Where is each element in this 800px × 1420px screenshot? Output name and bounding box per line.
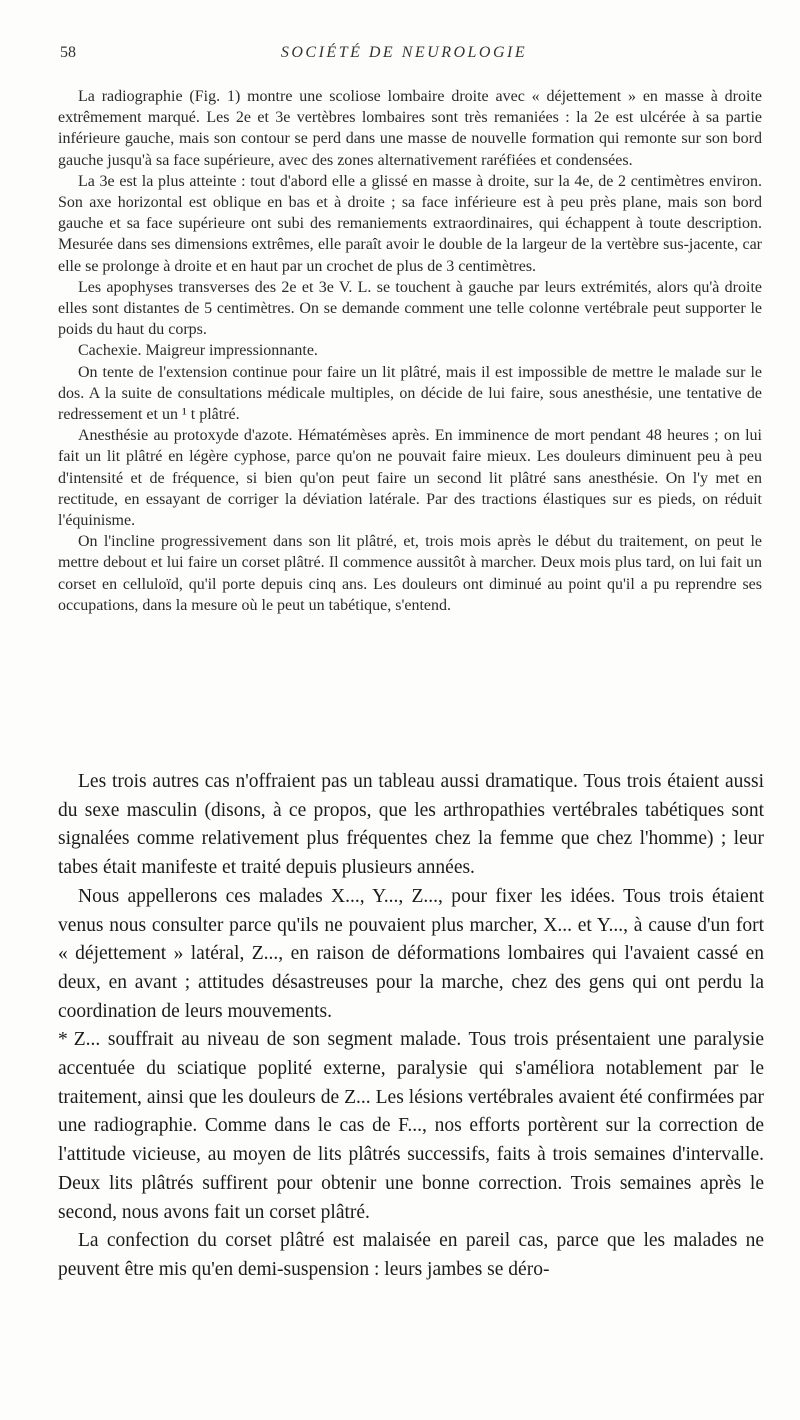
paragraph: On tente de l'extension continue pour faire un lit plâtré, mais il est impossible de mettre le malade sur le dos. A la suite de consultations médicale multiples, on décide de lui faire, sous anesthésie, une tentative de redressement et un ¹ t plâtré. (58, 363, 762, 424)
paragraph: Les apophyses transverses des 2e et 3e V. L. se touchent à gauche par leurs extrémités, alors qu'à droite elles sont distantes de 5 centimètres. On se demande comment une telle colonne vertébrale peut supporter le poids du haut du corps. (58, 278, 762, 339)
margin-mark: * (58, 1029, 68, 1051)
paragraph: Les trois autres cas n'offraient pas un tableau aussi dramatique. Tous trois étaient aussi du sexe masculin (disons, à ce propos, que les arthropathies vertébrales tabétiques sont signalées comme relativement plus fréquentes chez la femme que chez l'homme) ; leur tabes était manifeste et traité depuis plusieurs années. (58, 771, 764, 879)
paragraph: La 3e est la plus atteinte : tout d'abord elle a glissé en masse à droite, sur la 4e, de 2 centimètres environ. Son axe horizontal est oblique en bas et à droite ; sa face inférieure est à peu près plane, mais son bord gauche et sa face supérieure ont subi des remaniements extraordinaires, qui échappent à toute description. Mesurée dans ses dimensions extrêmes, elle paraît avoir le double de la largeur de la vertèbre sus-jacente, car elle se prolonge à droite et en haut par un crochet de plus de 3 centimètres. (58, 172, 762, 275)
paragraph: Nous appellerons ces malades X..., Y..., Z..., pour fixer les idées. Tous trois étaient venus nous consulter parce qu'ils ne pouvaient plus marcher, X... et Y..., à cause d'un fort « déjettement » latéral, Z..., en raison de déformations lombaires qui l'avaient cassé en deux, en avant ; attitudes désastreuses pour la marche, chez des gens qui ont perdu la coordination de leurs mouvements. (58, 885, 764, 1022)
paragraph-text: Z... souffrait au niveau de son segment malade. Tous trois présentaient une paralysie accentuée du sciatique poplité externe, paralysie qui s'améliora notablement par le traitement, ainsi que les douleurs de Z... Les lésions vertébrales avaient été confirmées par une radiographie. Comme dans le cas de F..., nos efforts portèrent sur la correction de l'attitude vicieuse, au moyen de lits plâtrés successifs, faits à trois semaines d'intervalle. Deux lits plâtrés suffirent pour obtenir une bonne correction. Trois semaines après le second, nous avons fait un corset plâtré. (58, 1029, 764, 1223)
paragraph: La confection du corset plâtré est malaisée en pareil cas, parce que les malades ne peuvent être mis qu'en demi-suspension : leurs jambes se déro- (58, 1230, 764, 1280)
paragraph: Cachexie. Maigreur impressionnante. (78, 342, 318, 360)
case-report-small-text (58, 86, 762, 616)
page-header (60, 44, 748, 66)
paragraph: La radiographie (Fig. 1) montre une scoliose lombaire droite avec « déjettement » en masse à droite extrêmement marqué. Les 2e et 3e vertèbres lombaires sont très remaniées : la 2e est ulcérée à sa partie inférieure gauche, mais son contour se perd dans une masse de nouvelle formation qui remonte sur son bord gauche jusqu'à sa face supérieure, avec des zones alternativement raréfiées et condensées. (58, 88, 762, 169)
paragraph: On l'incline progressivement dans son lit plâtré, et, trois mois après le début du traitement, on peut le mettre debout et lui faire un corset plâtré. Il commence aussitôt à marcher. Deux mois plus tard, on lui fait un corset en celluloïd, qu'il porte depuis cinq ans. Les douleurs ont diminué au point qu'il a pu reprendre ses occupations, dans la mesure où le peut un tabétique, s'entend. (58, 533, 762, 614)
page-number: 58 (60, 44, 76, 61)
paragraph (58, 1026, 764, 1227)
paragraph: Anesthésie au protoxyde d'azote. Hématémèses après. En imminence de mort pendant 48 heures ; on lui fait un lit plâtré en légère cyphose, parce qu'on ne pouvait faire mieux. Les douleurs diminuent peu à peu d'intensité et de fréquence, si bien qu'on peut faire un second lit plâtré sans anesthésie. On l'y met en rectitude, en essayant de corriger la déviation latérale. Par des tractions élastiques sur es pieds, on réduit l'équinisme. (58, 427, 762, 530)
main-body-text (58, 768, 764, 1285)
running-title: SOCIÉTÉ DE NEUROLOGIE (280, 44, 528, 61)
